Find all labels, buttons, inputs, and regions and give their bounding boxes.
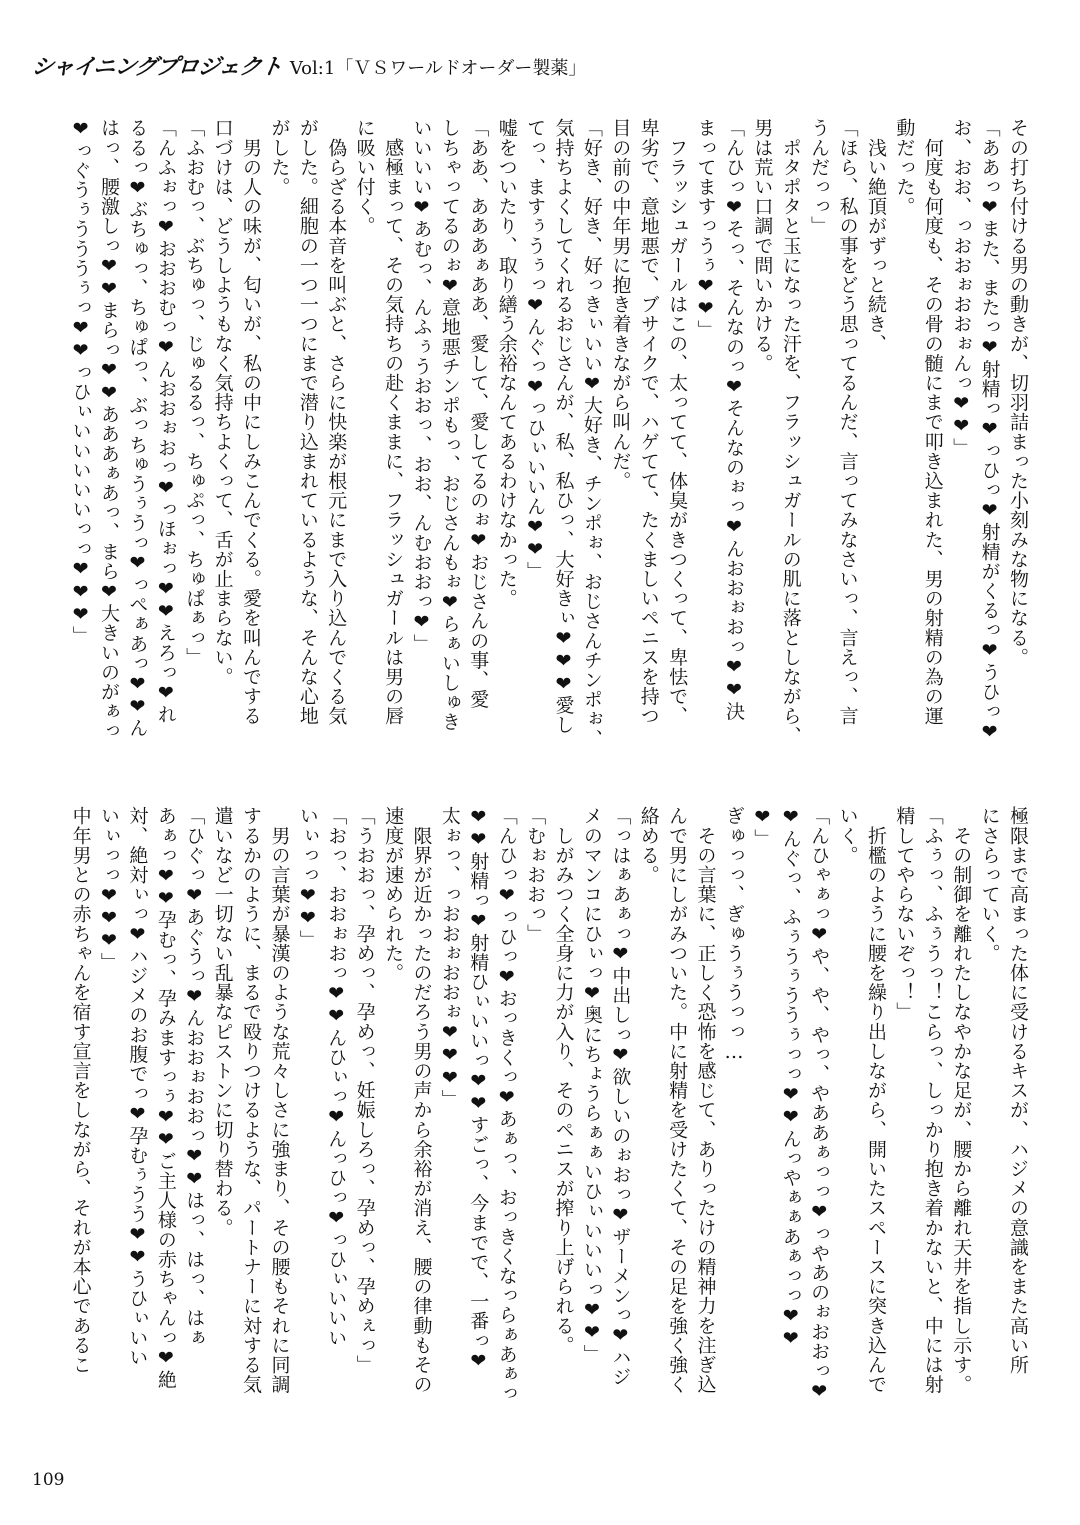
text-line: 絡める。 (637, 806, 660, 885)
text-line: 「ふぅっ、ふぅうっ！こらっ、しっかり抱き着かないと、中には射 (921, 806, 944, 1394)
text-line: 遣いなど一切ない乱暴なピストンに切り替わる。 (211, 806, 234, 1238)
text-line: 対、絶対ぃっ❤ハジメのお腹でっ❤孕むぅうう❤❤うひぃいい (126, 806, 149, 1367)
text-line: はっ、腰激しっ❤❤まらっ❤❤あああぁあっ、まら❤大きいのがぁっ (98, 118, 120, 741)
text-line: メのマンコにひぃっ❤奥にちょうらぁぁいひぃいいいっ❤❤」 (580, 806, 603, 1364)
text-line: 目の前の中年男に抱き着きながら叫んだ。 (609, 118, 632, 491)
text-line: 中年男との赤ちゃんを宿す宣言をしながら、それが本心であるこ (69, 806, 92, 1375)
text-line: 男は荒い口調で問いかける。 (751, 118, 774, 373)
text-line: 「ああ、あああぁああ、愛して、愛してるのぉ❤おじさんの事、愛 (467, 118, 490, 709)
text-line: その言葉に、正しく恐怖を感じて、ありったけの精神力を注ぎ込 (694, 806, 717, 1394)
running-header (29, 50, 587, 81)
text-line: いぃっっ❤❤❤」 (98, 806, 120, 972)
text-line: まってますっうぅ❤❤」 (694, 118, 717, 340)
text-line: 折檻のように腰を繰り出しながら、開いたスペースに突き込んで (864, 806, 887, 1394)
text-block-top (66, 118, 1032, 792)
text-line: ❤」 (751, 806, 774, 849)
text-line: 「むぉおおっ」 (524, 806, 547, 944)
text-line: 「好き、好き、好っきぃいい❤大好き、チンポぉ、おじさんチンポぉ、 (580, 118, 603, 749)
text-line: 「ひぐっ❤あぐうっ❤んおおぉおおっ❤❤はっ、はっ、はぁ (183, 806, 206, 1348)
text-line: 浅い絶頂がずっと続き、 (864, 118, 887, 354)
text-line: 極限まで高まった体に受けるキスが、ハジメの意識をまた高い所 (1007, 806, 1029, 1375)
text-block-bottom (66, 806, 1032, 1466)
text-line: 「んひゃぁっ❤や、や、やっ、やああぁっっ❤っやあのぉおおっ❤ (808, 806, 831, 1403)
text-line: んで男にしがみついた。中に射精を受けたくて、その足を強く強く (666, 806, 689, 1394)
text-line: フラッシュガールはこの、太ってて、体臭がきつくって、卑怯で、 (666, 118, 689, 726)
text-line: がした。細胞の一つ一つにまで潜り込まれているような、そんな心地 (296, 118, 319, 726)
text-line: 「んひっ❤っひっ❤おっきくっ❤あぁっ、おっきくなっらぁあぁっ (495, 806, 518, 1403)
text-line: 「んひっ❤そっ、そんなのっ❤そんなのぉっ❤んおおぉおっ❤❤決 (722, 118, 745, 721)
text-line: 「っはぁあぁっ❤中出しっ❤欲しいのぉおっ❤ザーメンっ❤ハジ (609, 806, 632, 1387)
text-line: 口づけは、どうしようもなく気持ちよくって、舌が止まらない。 (211, 118, 234, 687)
text-line: 偽らざる本音を叫ぶと、さらに快楽が根元にまで入り込んでくる気 (325, 118, 348, 726)
text-line: に吸い付く。 (353, 118, 376, 236)
text-line: その制御を離れたしなやかな足が、腰から離れ天井を指し示す。 (950, 806, 973, 1394)
text-line: 気持ちよくしてくれるおじさんが、私、私ひっ、大好きぃ❤❤❤愛し (552, 118, 575, 735)
text-line: いく。 (836, 806, 859, 865)
text-line: いいいい❤あむっ、んふぅうおおっ、おお、んむおおっ❤」 (410, 118, 433, 654)
text-line: るるっ❤ぶちゅっ、ちゅぱっ、ぶっちゅうぅうっ❤っぺぁあっ❤❤ん (126, 118, 149, 738)
text-line: 速度が速められた。 (382, 806, 405, 983)
text-line: いぃっっ❤❤」 (296, 806, 319, 950)
text-line: するかのように、まるで殴りつけるような、パートナーに対する気 (240, 806, 263, 1394)
text-line: にさらっていく。 (978, 806, 1001, 963)
text-line: ❤っぐうぅうううぅっ❤❤っひぃいいいいいっっ❤❤❤」 (69, 118, 92, 646)
page-number: 109 (32, 1470, 65, 1490)
text-line: 何度も何度も、その骨の髄にまで叩き込まれた、男の射精の為の運 (921, 118, 944, 726)
text-line: 「ふおむっ、ぶちゅっ、じゅるるっ、ちゅぷっ、ちゅぱぁっ」 (183, 118, 206, 667)
text-line: 「んふぉっ❤おおおむっ❤んおおぉおっ❤っほぉっ❤❤えろっ❤れ (154, 118, 177, 724)
text-line: がした。 (268, 118, 291, 197)
text-line: 限界が近かったのだろう男の声から余裕が消え、腰の律動もその (410, 806, 433, 1394)
text-line: ポタポタと玉になった汗を、フラッシュガールの肌に落としながら、 (779, 118, 802, 746)
text-line: ❤❤射精っ❤射精ひぃいいっ❤❤すごっ、今までで、一番っ❤ (467, 806, 490, 1373)
text-line: ❤んぐっ、ふぅうぅううぅっっ❤❤んっやぁぁあぁっっ❤❤ (779, 806, 802, 1351)
text-line: 男の人の味が、匂いが、私の中にしみこんでくる。愛を叫んでする (240, 118, 263, 726)
text-line: 太ぉっ、っおおぉおおぉ❤❤❤」 (438, 806, 461, 1109)
series-title: シャイニングプロジェクト (29, 55, 284, 80)
text-line: 「おっ、おおぉおっ❤❤んひぃっ❤んっひっ❤っひぃいいい (325, 806, 348, 1348)
text-line: しちゃってるのぉ❤意地悪チンポもっ、おじさんもぉ❤らぁいしゅき (438, 118, 461, 732)
text-line: 感極まって、その気持ちの赴くままに、フラッシュガールは男の唇 (382, 118, 405, 726)
volume-title: Vol:1「ＶＳワールドオーダー製薬」 (289, 58, 587, 79)
text-line: 男の言葉が暴漢のような荒々しさに強まり、その腰もそれに同調 (268, 806, 291, 1394)
text-line: 「うおおっ、孕めっ、孕めっ、妊娠しろっ、孕めっ、孕めぇっ」 (353, 806, 376, 1375)
text-line: 嘘をついたり、取り繕う余裕なんてあるわけなかった。 (495, 118, 518, 608)
text-line: あぁっ❤❤孕むっ、孕みますっぅ❤❤ご主人様の赤ちゃんっ❤絶 (154, 806, 177, 1390)
text-line: うんだっっ」 (808, 118, 831, 236)
text-line: ぎゅっっ、ぎゅうぅうっっ… (722, 806, 745, 1064)
text-line: お、おお、っおおぉおおぉんっ❤❤」 (950, 118, 973, 458)
text-line: その打ち付ける男の動きが、切羽詰まった小刻みな物になる。 (1007, 118, 1029, 667)
text-line: 卑劣で、意地悪で、ブサイクで、ハゲてて、たくましいペニスを持つ (637, 118, 660, 726)
text-line: てっ、ますぅうぅっ❤んぐっ❤っひぃいいん❤❤」 (524, 118, 547, 581)
text-line: 「ほら、私の事をどう思ってるんだ、言ってみなさいっ、言えっ、言 (836, 118, 859, 726)
text-line: 精してやらないぞっ！」 (893, 806, 916, 1022)
text-line: 「ああっ❤また、またっ❤射精っ❤っひっ❤射精がくるっ❤うひっ❤ (978, 118, 1001, 744)
text-line: 動だった。 (893, 118, 916, 216)
text-line: しがみつく全身に力が入り、そのペニスが搾り上げられる。 (552, 806, 575, 1355)
